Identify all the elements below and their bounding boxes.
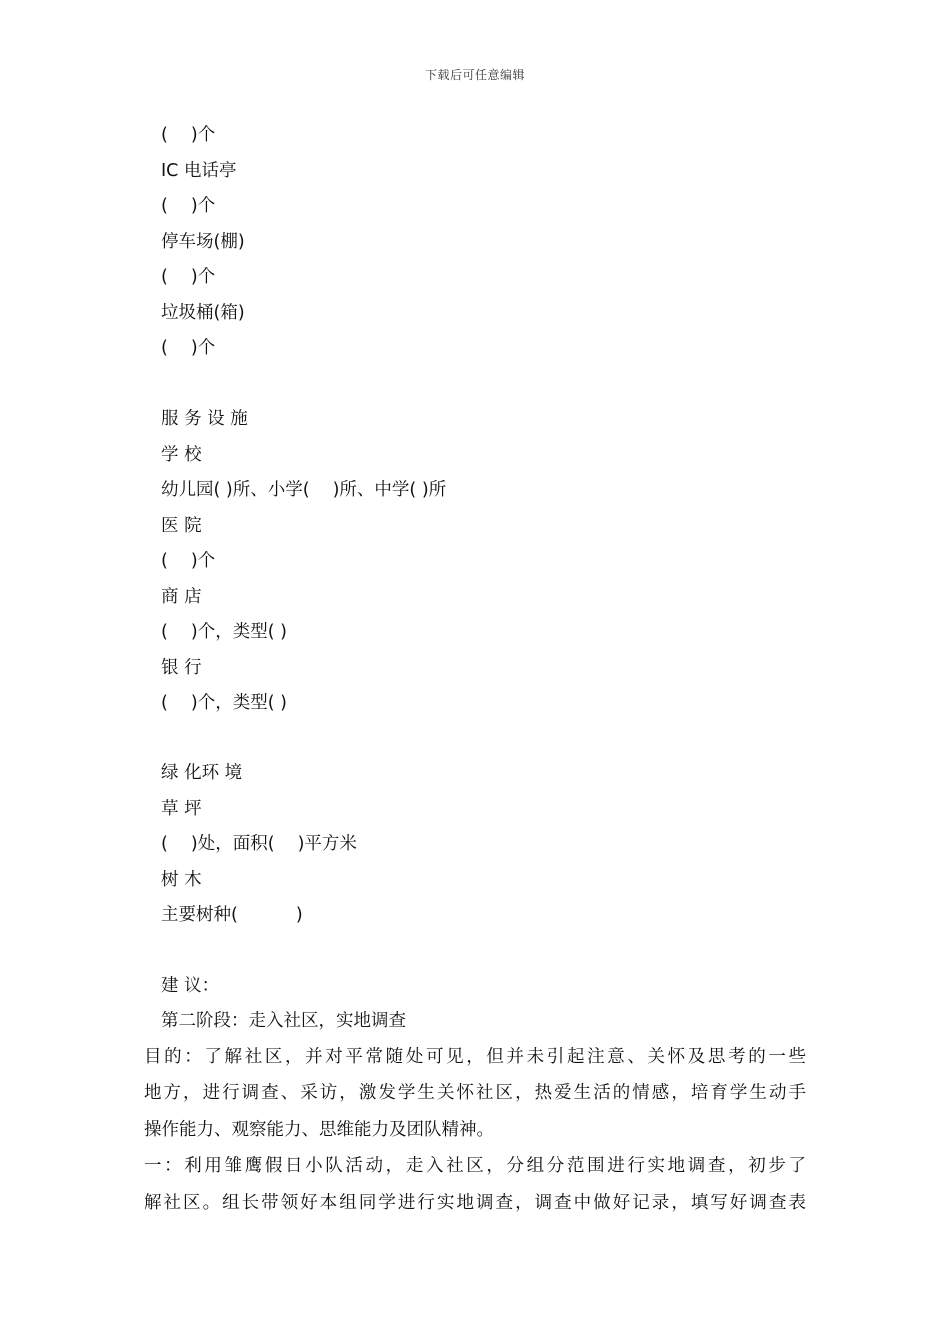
text-line: ( )个 bbox=[161, 551, 216, 571]
paragraph-line: 操作能力、观察能力、思维能力及团队精神。 bbox=[144, 1120, 494, 1140]
paragraph-line: 一：利用雏鹰假日小队活动，走入社区，分组分范围进行实地调查，初步了 bbox=[144, 1156, 806, 1176]
text-line: 商 店 bbox=[161, 587, 202, 607]
section-heading: 绿 化环 境 bbox=[161, 763, 243, 783]
paragraph-line: 地方，进行调查、采访，激发学生关怀社区，热爱生活的情感，培育学生动手 bbox=[144, 1083, 806, 1103]
text-line: 建 议： bbox=[161, 976, 220, 996]
text-line: 学 校 bbox=[161, 445, 202, 465]
text-line: IC 电话亭 bbox=[161, 161, 237, 181]
text-line: ( )个，类型( ) bbox=[161, 693, 287, 713]
paragraph-line: 解社区。组长带领好本组同学进行实地调查，调查中做好记录，填写好调查表 bbox=[144, 1193, 806, 1213]
text-line: ( )个，类型( ) bbox=[161, 622, 287, 642]
text-line: ( )个 bbox=[161, 267, 216, 287]
stage-heading: 第二阶段：走入社区，实地调查 bbox=[161, 1011, 406, 1031]
page-header: 下载后可任意编辑 bbox=[424, 68, 525, 82]
text-line: 银 行 bbox=[161, 658, 202, 678]
text-line: ( )个 bbox=[161, 338, 216, 358]
text-line: ( )处，面积( )平方米 bbox=[161, 834, 357, 854]
text-line: 垃圾桶(箱) bbox=[161, 303, 245, 323]
text-line: 主要树种( ) bbox=[161, 905, 303, 925]
text-line: 树 木 bbox=[161, 870, 202, 890]
text-line: 幼儿园( )所、小学( )所、中学( )所 bbox=[161, 480, 447, 500]
text-line: 医 院 bbox=[161, 516, 202, 536]
text-line: ( )个 bbox=[161, 125, 216, 145]
text-line: 停车场(棚) bbox=[161, 232, 245, 252]
paragraph-line: 目的：了解社区，并对平常随处可见，但并未引起注意、关怀及思考的一些 bbox=[144, 1047, 806, 1067]
section-heading: 服 务 设 施 bbox=[161, 409, 248, 429]
text-line: ( )个 bbox=[161, 196, 216, 216]
text-line: 草 坪 bbox=[161, 799, 202, 819]
